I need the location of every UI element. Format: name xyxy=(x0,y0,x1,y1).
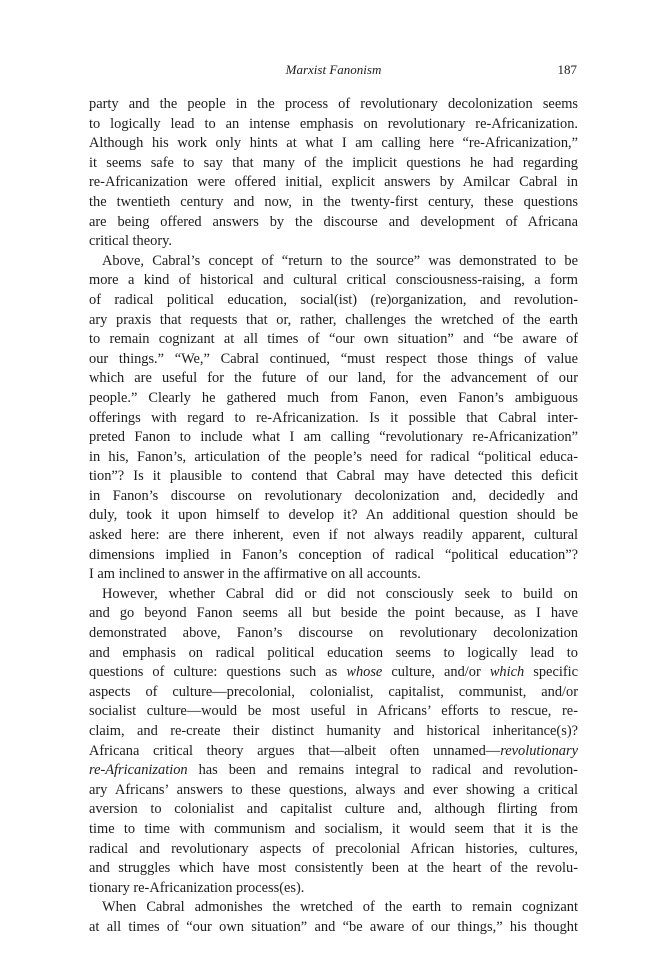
text-line: I am inclined to answer in the affirmative on all accounts. xyxy=(89,566,421,583)
text-line: claim, and re-create their distinct humanity and historical inheritance(s)? xyxy=(89,723,578,739)
text-line: in his, Fanon’s, articulation of the people’s need for radical “political educa- xyxy=(89,448,578,465)
text-line: When Cabral admonishes the wretched of the earth to remain cognizant xyxy=(102,899,578,916)
text-line: our things.” “We,” Cabral continued, “must respect those things of value xyxy=(89,350,578,367)
text-line: re-Africanization were offered initial, explicit answers by Amilcar Cabral in xyxy=(89,174,578,191)
text-line: However, whether Cabral did or did not consciously seek to build on xyxy=(102,585,578,602)
body-text xyxy=(89,95,578,938)
emphasis-whose: whose xyxy=(346,664,383,681)
text-line: and emphasis on radical political education seems to logically lead to xyxy=(89,644,578,661)
text-line: ary Africans’ answers to these questions, always and ever showing a critical xyxy=(89,781,578,798)
text-line: and go beyond Fanon seems all but beside the point because, as I have xyxy=(89,605,578,622)
text-segment: has been and remains integral to radical and revolution- xyxy=(198,762,578,779)
page-number: 187 xyxy=(557,62,577,77)
text-segment: questions of culture: questions such as xyxy=(89,664,338,681)
text-line: radical and revolutionary aspects of precolonial African histories, cultures, xyxy=(89,840,578,857)
text-line: time to time with communism and socialism, it would seem that it is the xyxy=(89,820,578,837)
text-line: at all times of “our own situation” and “be aware of our things,” his thought xyxy=(89,918,578,935)
text-line: people.” Clearly he gathered much from Fanon, even Fanon’s ambiguous xyxy=(89,389,578,406)
text-line xyxy=(89,663,578,683)
text-line: offerings with regard to re-Africanization. Is it possible that Cabral inter- xyxy=(89,409,578,426)
text-line: it seems safe to say that many of the implicit questions he had regarding xyxy=(89,154,578,171)
text-line: critical theory. xyxy=(89,233,172,250)
text-line: to logically lead to an intense emphasis on revolutionary re-Africanization. xyxy=(89,115,578,132)
text-line: of radical political education, social(ist) (re)organization, and revolution- xyxy=(89,291,578,308)
text-line: preted Fanon to include what I am calling “revolutionary re-Africanization” xyxy=(89,429,578,446)
text-line: Although his work only hints at what I am calling here “re-Africanization,” xyxy=(89,135,578,152)
text-line xyxy=(89,761,578,781)
text-line: Above, Cabral’s concept of “return to the source” was demonstrated to be xyxy=(102,252,578,269)
running-head xyxy=(89,62,578,82)
text-line: aversion to colonialist and capitalist culture and, although flirting from xyxy=(89,801,578,818)
text-line: are being offered answers by the discourse and development of Africana xyxy=(89,213,578,230)
emphasis-which: which xyxy=(489,664,525,681)
text-line: which are useful for the future of our land, for the advancement of our xyxy=(89,370,578,387)
text-segment: specific xyxy=(533,664,579,681)
text-line: asked here: are there inherent, even if not always readily apparent, cultural xyxy=(89,527,578,544)
text-line: socialist culture—would be most useful in Africans’ efforts to rescue, re- xyxy=(89,703,578,720)
emphasis-re-africanization: re-Africanization xyxy=(89,762,188,779)
text-line: tion”? Is it plausible to contend that Cabral may have detected this deficit xyxy=(89,468,578,485)
text-line: aspects of culture—precolonial, colonialist, capitalist, communist, and/or xyxy=(89,683,578,700)
text-line: demonstrated above, Fanon’s discourse on revolutionary decolonization xyxy=(89,625,578,642)
text-line: to remain cognizant at all times of “our own situation” and “be aware of xyxy=(89,331,578,348)
text-line: party and the people in the process of revolutionary decolonization seems xyxy=(89,96,578,112)
text-line: and struggles which have most consistently been at the heart of the revolu- xyxy=(89,860,578,877)
text-line: the twentieth century and now, in the twenty-first century, these questions xyxy=(89,193,578,210)
text-line: ary praxis that requests that or, rather, challenges the wretched of the earth xyxy=(89,311,578,328)
book-page xyxy=(89,62,578,938)
text-segment: culture, and/or xyxy=(391,664,481,681)
text-line: more a kind of historical and cultural critical consciousness-raising, a form xyxy=(89,272,578,289)
running-title: Marxist Fanonism xyxy=(285,62,382,77)
emphasis-revolutionary: revolutionary xyxy=(500,742,578,759)
text-line: dimensions implied in Fanon’s conception of radical “political education”? xyxy=(89,546,578,563)
text-line: duly, took it upon himself to develop it? An additional question should be xyxy=(89,507,578,524)
text-line: tionary re-Africanization process(es). xyxy=(89,879,305,896)
text-line xyxy=(89,742,578,762)
text-line: in Fanon’s discourse on revolutionary decolonization and, decidedly and xyxy=(89,487,578,504)
text-segment: Africana critical theory argues that—albeit often unnamed— xyxy=(89,742,501,759)
